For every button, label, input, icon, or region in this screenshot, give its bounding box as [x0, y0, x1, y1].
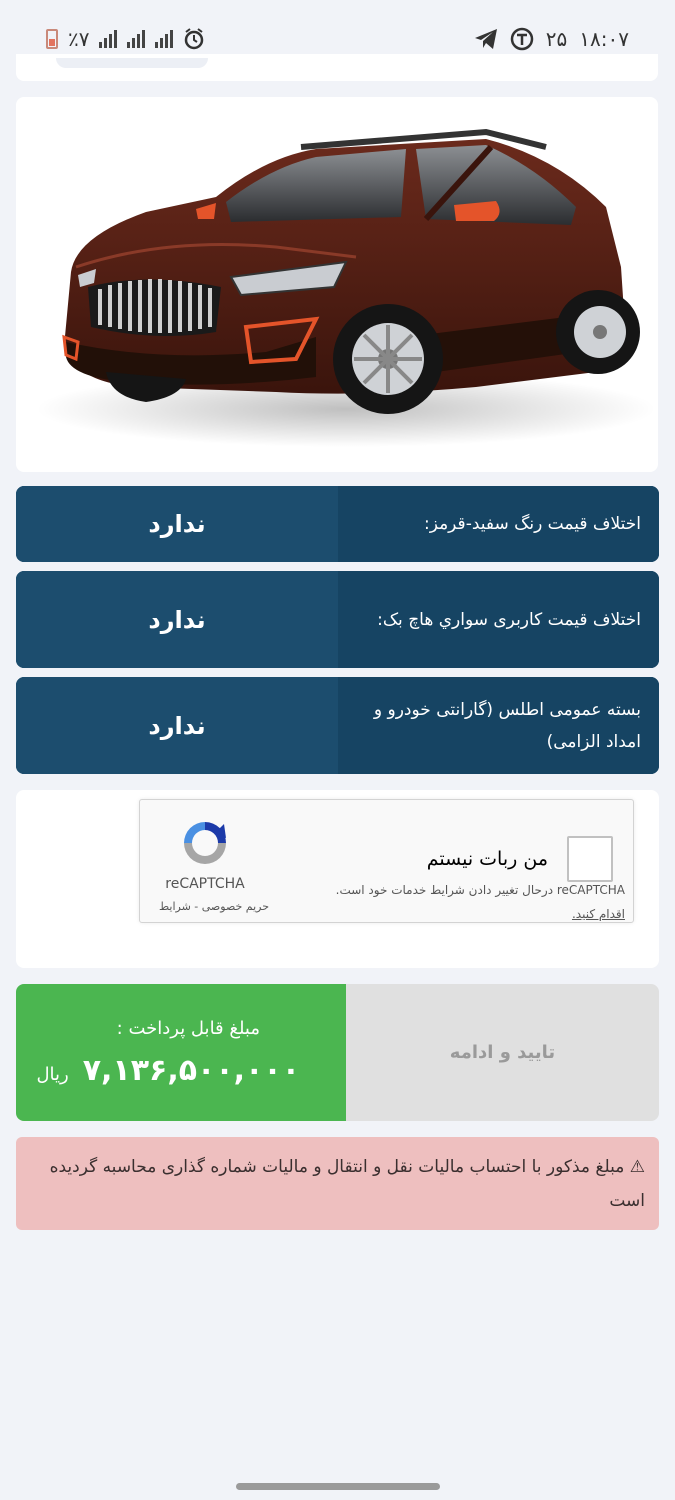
recaptcha-brand: reCAPTCHA — [165, 876, 245, 892]
top-card — [16, 54, 658, 81]
info-value: ندارد — [16, 677, 338, 774]
telegram-icon — [474, 28, 498, 50]
recaptcha-terms-link[interactable]: اقدام کنید. — [571, 907, 625, 921]
recaptcha-label: من ربات نیستم — [426, 848, 548, 870]
info-row-atlas-package — [16, 677, 659, 774]
recaptcha-checkbox[interactable] — [567, 836, 613, 882]
signal-icon — [99, 30, 117, 48]
status-left — [46, 22, 205, 56]
payment-unit: ریال — [36, 1063, 69, 1085]
car-image — [16, 97, 658, 472]
battery-percent: ٪۷ — [68, 27, 90, 51]
info-row-color-price — [16, 486, 659, 562]
captcha-card — [16, 790, 659, 968]
recaptcha-logo-icon — [178, 816, 232, 870]
app-notification-icon — [510, 27, 534, 51]
status-date: ۲۵ — [545, 27, 568, 51]
top-card-tab[interactable] — [56, 58, 208, 68]
info-value: ندارد — [16, 571, 338, 668]
home-indicator[interactable] — [236, 1483, 440, 1490]
info-value: ندارد — [16, 486, 338, 562]
alarm-icon — [183, 28, 205, 50]
recaptcha-widget — [139, 799, 634, 923]
info-label: بسته عمومی اطلس (گارانتی خودرو و امداد الزامی) — [338, 677, 659, 774]
alert-text: مبلغ مذکور با احتساب مالیات نقل و انتقال و مالیات شماره گذاری محاسبه گردیده است — [49, 1157, 645, 1211]
recaptcha-terms-text: reCAPTCHA درحال تغییر دادن شرایط خدمات خود است. — [335, 883, 625, 897]
payment-amount-box — [16, 984, 346, 1121]
info-row-usage-price — [16, 571, 659, 668]
warning-icon: ⚠ — [629, 1157, 645, 1177]
status-time: ۱۸:۰۷ — [579, 27, 629, 51]
payment-value-line — [26, 1053, 316, 1088]
info-label: اختلاف قیمت کاربری سواري هاچ بک: — [338, 571, 659, 668]
info-label: اختلاف قیمت رنگ سفید-قرمز: — [338, 486, 659, 562]
status-right — [474, 22, 629, 56]
confirm-continue-button[interactable]: تایید و ادامه — [346, 984, 659, 1121]
payment-amount: ۷,۱۳۶,۵۰۰,۰۰۰ — [82, 1052, 300, 1088]
battery-icon — [46, 29, 58, 49]
signal-2-icon — [155, 30, 173, 48]
tax-notice-alert — [16, 1137, 659, 1230]
recaptcha-terms — [325, 878, 625, 926]
car-image-card — [16, 97, 658, 472]
payment-row — [16, 984, 659, 1121]
payment-title: مبلغ قابل پرداخت : — [116, 1017, 260, 1039]
recaptcha-links[interactable]: حریم خصوصی - شرایط — [158, 900, 270, 913]
data-transfer-icon — [127, 30, 145, 48]
